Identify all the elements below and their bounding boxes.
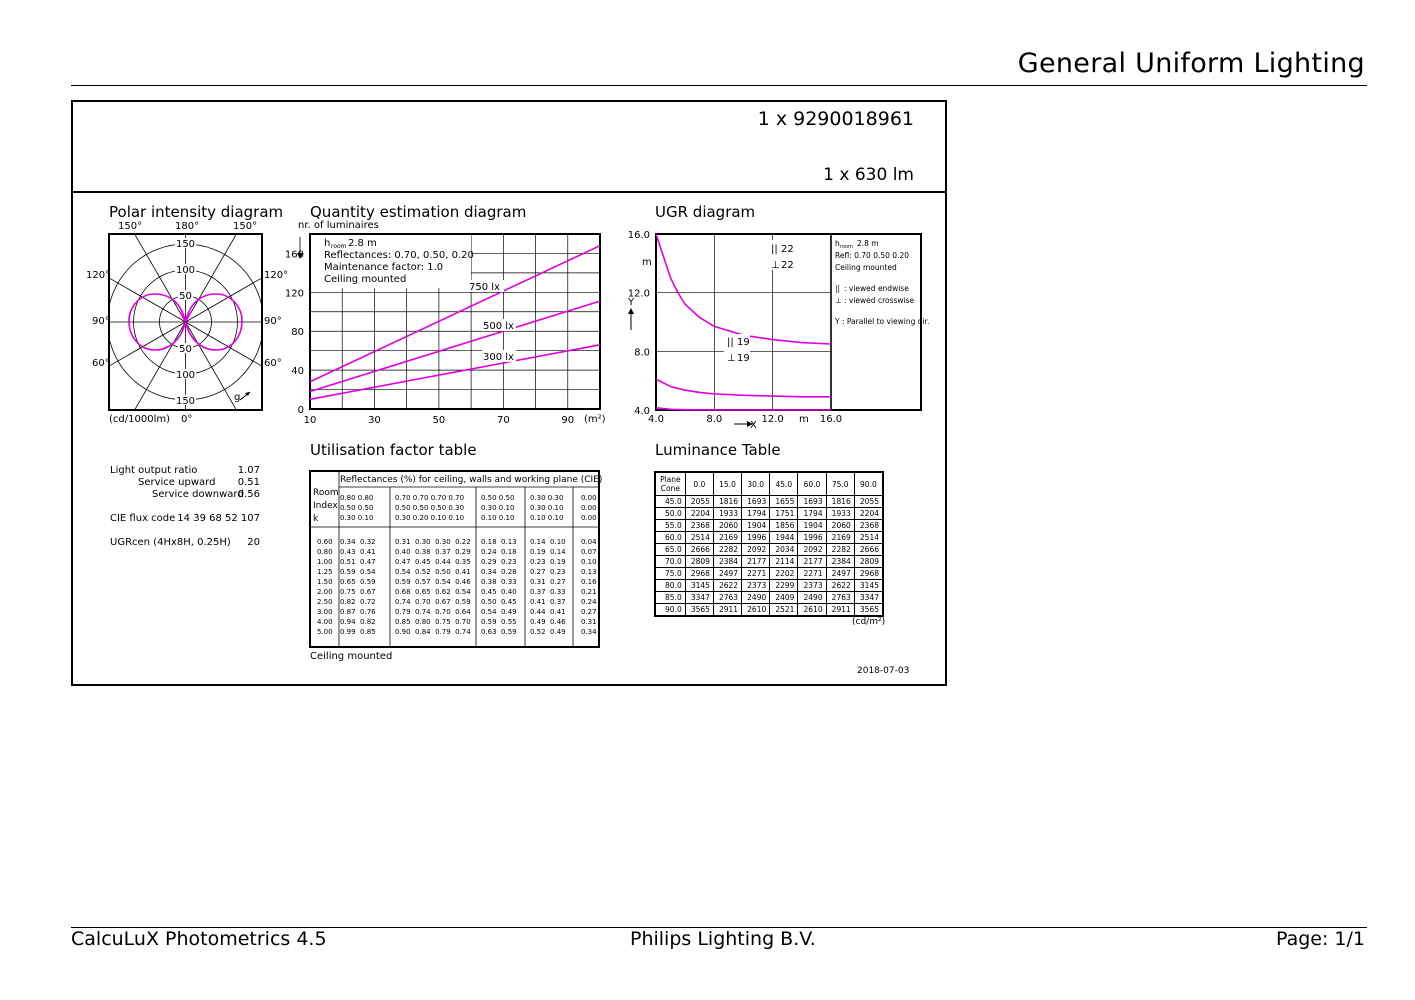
quantity-x-tick: 10 [303, 415, 317, 426]
lum-cell: 2169 [826, 532, 854, 544]
uf-cell: 0.31 0.27 [530, 578, 566, 586]
lum-cell: 2060 [713, 520, 741, 532]
uf-room-index: 1.25 [317, 568, 333, 576]
uf-cell: 0.34 0.28 [481, 568, 517, 576]
uf-reflectance-cell: 0.30 0.10 [340, 514, 374, 522]
uf-header: Reflectances (%) for ceiling, walls and working plane (CIE) [340, 475, 603, 485]
lum-col-header: 30.0 [742, 473, 770, 496]
quantity-series-label: 300 lx [483, 352, 514, 363]
ugr-legend: : viewed endwise [844, 284, 909, 293]
footer-page: Page: 1/1 [1275, 928, 1365, 950]
lum-cell: 2384 [713, 556, 741, 568]
uf-cell: 0.44 0.41 [530, 608, 566, 616]
lum-cell: 2968 [685, 568, 713, 580]
lum-cell: 2809 [685, 556, 713, 568]
polar-right-label: 90° [264, 316, 282, 327]
lum-cell: 2114 [770, 556, 798, 568]
uf-cell: 0.41 0.37 [530, 598, 566, 606]
lum-cell: 2610 [742, 604, 770, 616]
ugr-label: 19 [737, 337, 750, 348]
lum-cell: 2169 [713, 532, 741, 544]
ugr-y-tick: 12.0 [627, 288, 650, 300]
lum-cell: 2666 [854, 544, 882, 556]
uf-cell: 0.63 0.59 [481, 628, 517, 636]
quantity-series-line [310, 301, 600, 391]
uf-cell: 0.29 0.23 [481, 558, 517, 566]
header-rule [71, 85, 1367, 86]
lum-cell: 2092 [798, 544, 826, 556]
polar-right-label: 60° [264, 358, 282, 369]
lum-col-header: 15.0 [713, 473, 741, 496]
uf-cell: 0.31 0.30 0.30 0.22 [395, 538, 471, 546]
lum-col-header: 60.0 [798, 473, 826, 496]
ugr-legend: : viewed crosswise [844, 296, 915, 305]
uf-room-label: Index [313, 501, 338, 511]
quantity-x-tick: 90 [561, 415, 575, 426]
uf-cell: 0.34 [581, 628, 597, 636]
lum-cell: 1794 [798, 508, 826, 520]
uf-table [309, 470, 603, 648]
uf-cell: 0.23 0.19 [530, 558, 566, 566]
uf-cell: 0.49 0.46 [530, 618, 566, 626]
uf-room-label: Room [313, 488, 339, 498]
polar-top-label: 180° [175, 221, 200, 232]
ugr-y-tick: 16.0 [627, 230, 650, 241]
stats-block [110, 465, 260, 549]
uf-cell: 0.99 0.85 [340, 628, 376, 636]
uf-cell: 0.07 [581, 548, 597, 556]
lum-cell: 2490 [742, 592, 770, 604]
footer-software: CalcuLuX Photometrics 4.5 [71, 928, 327, 950]
lum-cell: 2514 [854, 532, 882, 544]
uf-cell: 0.04 [581, 538, 597, 546]
uf-cell: 0.38 0.33 [481, 578, 517, 586]
uf-room-index: 1.50 [317, 578, 333, 586]
ugr-legend: 2.8 m [857, 239, 879, 248]
lum-cell: 70.0 [656, 556, 685, 568]
uf-cell: 0.40 0.38 0.37 0.29 [395, 548, 471, 556]
uf-room-index: 4.00 [317, 618, 333, 626]
lum-col-header: 0.0 [685, 473, 713, 496]
ugr-label: 19 [737, 353, 750, 364]
lum-cell: 2282 [826, 544, 854, 556]
uf-cell: 0.52 0.49 [530, 628, 566, 636]
product-flux: 1 x 630 lm [823, 165, 914, 185]
lum-cell: 65.0 [656, 544, 685, 556]
uf-cell: 0.14 0.10 [530, 538, 566, 546]
svg-text:⊥: ⊥ [727, 353, 736, 364]
polar-radial-label: 50 [179, 291, 192, 302]
lum-cell: 2271 [742, 568, 770, 580]
lum-cell: 2373 [742, 580, 770, 592]
lum-cell: 3347 [854, 592, 882, 604]
stat-label: Service upward [138, 477, 216, 488]
ugr-x-unit: m [799, 414, 809, 425]
lum-cell: 50.0 [656, 508, 685, 520]
uf-reflectance-cell: 0.30 0.10 [481, 504, 515, 512]
report-date: 2018-07-03 [857, 666, 910, 676]
svg-text:||: || [835, 284, 841, 293]
ugr-series-line [656, 408, 831, 410]
lum-row [656, 520, 882, 532]
uf-cell: 0.51 0.47 [340, 558, 376, 566]
lum-row [656, 604, 882, 616]
polar-radial-label: 100 [175, 265, 196, 276]
lum-cell: 2490 [798, 592, 826, 604]
uf-cell: 0.13 [581, 568, 597, 576]
uf-reflectance-cell: 0.00 [581, 504, 597, 512]
ugr-y-tick: 8.0 [634, 347, 650, 359]
lum-cell: 2204 [854, 508, 882, 520]
uf-reflectance-cell: 0.50 0.50 0.50 0.30 [395, 504, 465, 512]
polar-radial-label: 50 [179, 344, 192, 355]
uf-reflectance-cell: 0.80 0.80 [340, 494, 374, 502]
uf-reflectance-cell: 0.70 0.70 0.70 0.70 [395, 494, 465, 502]
lum-cell: 2204 [685, 508, 713, 520]
uf-room-index: 2.00 [317, 588, 333, 596]
stat-value: 1.07 [237, 465, 260, 476]
lum-cell: 2622 [713, 580, 741, 592]
uf-cell: 0.59 0.54 [340, 568, 376, 576]
svg-text:||: || [727, 337, 734, 348]
lum-cell: 2497 [713, 568, 741, 580]
polar-top-label: 150° [233, 221, 258, 232]
lum-cell: 2384 [826, 556, 854, 568]
polar-bottom-angle: 0° [181, 414, 193, 425]
lum-cell: 1751 [770, 508, 798, 520]
uf-cell: 0.47 0.45 0.44 0.35 [395, 558, 471, 566]
uf-cell: 0.87 0.76 [340, 608, 376, 616]
polar-radial-label: 150 [175, 239, 196, 250]
lum-cell: 3145 [685, 580, 713, 592]
uf-cell: 0.34 0.32 [340, 538, 376, 546]
quantity-x-tick: 30 [368, 415, 381, 426]
uf-cell: 0.21 [581, 588, 597, 596]
quantity-series-label: 500 lx [483, 321, 514, 332]
uf-cell: 0.16 [581, 578, 597, 586]
ugr-legend-sub: room [840, 244, 853, 250]
lum-cell: 1996 [742, 532, 770, 544]
stat-value: 0.51 [237, 477, 260, 488]
lum-cell: 1693 [798, 496, 826, 508]
ugr-x-tick: 4.0 [648, 414, 664, 425]
lum-cell: 2299 [770, 580, 798, 592]
stat-label: UGRcen (4Hx8H, 0.25H) [110, 537, 231, 548]
lum-cell: 2373 [798, 580, 826, 592]
lum-cell: 1856 [770, 520, 798, 532]
stat-label: CIE flux code [110, 513, 176, 524]
uf-cell: 0.27 [581, 608, 597, 616]
lum-cell: 80.0 [656, 580, 685, 592]
uf-footer: Ceiling mounted [310, 651, 393, 662]
uf-cell: 0.54 0.52 0.50 0.41 [395, 568, 471, 576]
lum-row [656, 508, 882, 520]
footer-company: Philips Lighting B.V. [630, 928, 816, 950]
lum-cell: 3565 [854, 604, 882, 616]
lum-cell: 2497 [826, 568, 854, 580]
lum-cell: 90.0 [656, 604, 685, 616]
quantity-info-line: 2.8 m [348, 238, 377, 249]
lum-cell: 1933 [826, 508, 854, 520]
stat-value: 0.56 [237, 489, 260, 500]
svg-text:||: || [771, 244, 778, 255]
ugr-y-tick: 4.0 [634, 406, 650, 417]
quantity-h-sub: room [331, 243, 347, 250]
polar-unit: (cd/1000lm) [109, 414, 170, 425]
stat-value: 20 [247, 537, 260, 548]
ugr-legend-h: h [835, 239, 840, 248]
uf-cell: 0.94 0.82 [340, 618, 376, 626]
uf-cell: 0.24 [581, 598, 597, 606]
polar-diagram [80, 218, 300, 428]
polar-top-label: 150° [118, 221, 143, 232]
polar-left-label: 120° [86, 270, 111, 281]
quantity-h-label: h [324, 238, 331, 249]
lum-row [656, 592, 882, 604]
uf-cell: 0.79 0.74 0.70 0.64 [395, 608, 471, 616]
lum-cell: 3347 [685, 592, 713, 604]
lum-cell: 2055 [854, 496, 882, 508]
uf-room-index: 5.00 [317, 628, 333, 636]
uf-room-index: 2.50 [317, 598, 333, 606]
quantity-y-tick: 120 [284, 288, 304, 300]
lum-cell: 2202 [770, 568, 798, 580]
ugr-legend: Ceiling mounted [835, 263, 897, 272]
uf-reflectance-cell: 0.00 [581, 514, 597, 522]
lum-cell: 1904 [742, 520, 770, 532]
uf-reflectance-cell: 0.50 0.50 [340, 504, 374, 512]
ugr-label: 22 [781, 244, 794, 255]
quantity-y-tick: 0 [297, 405, 304, 416]
uf-cell: 0.31 [581, 618, 597, 626]
polar-radial-label: 150 [175, 396, 196, 407]
polar-right-label: 120° [264, 270, 289, 281]
uf-reflectance-cell: 0.50 0.50 [481, 494, 515, 502]
lum-cell: 2092 [742, 544, 770, 556]
ugr-x-tick: 12.0 [761, 414, 784, 425]
lum-cell: 2666 [685, 544, 713, 556]
lum-cell: 1693 [742, 496, 770, 508]
uf-cell: 0.59 0.57 0.54 0.46 [395, 578, 471, 586]
lum-cell: 2271 [798, 568, 826, 580]
lum-cell: 1904 [798, 520, 826, 532]
product-code: 1 x 9290018961 [757, 108, 914, 130]
ugr-y-unit: m [642, 257, 652, 268]
uf-cell: 0.54 0.49 [481, 608, 517, 616]
lum-row [656, 496, 882, 508]
quantity-x-tick: 50 [432, 415, 446, 426]
quantity-chart [280, 232, 610, 432]
lum-cell: 2968 [854, 568, 882, 580]
uf-room-index: 3.00 [317, 608, 333, 616]
lum-cell: 2177 [798, 556, 826, 568]
quantity-y-tick: 40 [291, 366, 304, 378]
lum-row [656, 568, 882, 580]
polar-left-label: 60° [92, 358, 110, 369]
uf-cell: 0.45 0.40 [481, 588, 517, 596]
polar-radial-label: 100 [175, 370, 196, 381]
svg-text:⊥: ⊥ [835, 296, 842, 305]
ugr-x-tick: 8.0 [706, 414, 723, 425]
lum-cell: 1655 [770, 496, 798, 508]
quantity-info-line: Reflectances: 0.70, 0.50, 0.20 [324, 250, 474, 261]
quantity-x-unit: (m²) [584, 414, 606, 425]
ugr-legend: Refl: 0.70 0.50 0.20 [835, 251, 909, 260]
uf-cell: 0.43 0.41 [340, 548, 376, 556]
quantity-series-line [310, 345, 600, 399]
lum-cell: 1944 [770, 532, 798, 544]
uf-cell: 0.50 0.45 [481, 598, 517, 606]
lum-cell: 2060 [826, 520, 854, 532]
uf-room-index: 0.80 [317, 548, 333, 556]
lum-cell: 2911 [713, 604, 741, 616]
uf-cell: 0.75 0.67 [340, 588, 376, 596]
quantity-title: Quantity estimation diagram [310, 203, 527, 221]
lum-cell: 2282 [713, 544, 741, 556]
lum-cell: 2622 [826, 580, 854, 592]
quantity-series-label: 750 lx [469, 282, 500, 293]
quantity-y-tick: 80 [291, 327, 304, 339]
uf-reflectance-cell: 0.00 [581, 494, 597, 502]
uf-reflectance-cell: 0.30 0.30 [530, 494, 564, 502]
quantity-y-tick: 160 [284, 249, 304, 261]
lum-cell: 1794 [742, 508, 770, 520]
uf-room-index: 0.60 [317, 538, 333, 546]
lum-corner: Plane [660, 475, 681, 484]
frame-divider [71, 191, 947, 193]
uf-cell: 0.19 0.14 [530, 548, 566, 556]
luminance-table [654, 471, 884, 617]
lum-cell: 2763 [713, 592, 741, 604]
stat-label: Service downward [152, 489, 244, 500]
uf-cell: 0.24 0.18 [481, 548, 517, 556]
uf-cell: 0.68 0.65 0.62 0.54 [395, 588, 471, 596]
uf-room-label: k [313, 514, 319, 524]
lum-cell: 2368 [854, 520, 882, 532]
lum-cell: 85.0 [656, 592, 685, 604]
uf-room-index: 1.00 [317, 558, 333, 566]
uf-reflectance-cell: 0.10 0.10 [530, 514, 564, 522]
lum-corner: Cone [660, 484, 680, 493]
lum-cell: 2763 [826, 592, 854, 604]
lum-title: Luminance Table [655, 441, 781, 459]
lum-cell: 2809 [854, 556, 882, 568]
uf-cell: 0.65 0.59 [340, 578, 376, 586]
lum-cell: 60.0 [656, 532, 685, 544]
svg-text:⊥: ⊥ [771, 260, 780, 271]
uf-reflectance-cell: 0.30 0.10 [530, 504, 564, 512]
quantity-info-line: Maintenance factor: 1.0 [324, 262, 444, 273]
ugr-series-line [656, 234, 831, 344]
lum-row [656, 580, 882, 592]
lum-cell: 45.0 [656, 496, 685, 508]
polar-title: Polar intensity diagram [109, 203, 284, 221]
lum-cell: 75.0 [656, 568, 685, 580]
uf-cell: 0.27 0.23 [530, 568, 566, 576]
lum-cell: 3565 [685, 604, 713, 616]
uf-cell: 0.90 0.84 0.79 0.74 [395, 628, 471, 636]
lum-row [656, 532, 882, 544]
polar-left-label: 90° [92, 316, 110, 327]
lum-cell: 2368 [685, 520, 713, 532]
uf-cell: 0.59 0.55 [481, 618, 517, 626]
quantity-x-tick: 70 [496, 415, 510, 426]
lum-row [656, 544, 882, 556]
lum-cell: 1933 [713, 508, 741, 520]
ugr-label: 22 [781, 260, 794, 271]
quantity-info-line: Ceiling mounted [324, 274, 407, 285]
lum-cell: 2055 [685, 496, 713, 508]
stat-value: 14 39 68 52 107 [177, 513, 260, 524]
lum-cell: 2610 [798, 604, 826, 616]
uf-reflectance-cell: 0.10 0.10 [481, 514, 515, 522]
uf-cell: 0.18 0.13 [481, 538, 517, 546]
ugr-chart [620, 225, 930, 435]
uf-cell: 0.85 0.80 0.75 0.70 [395, 618, 471, 626]
uf-cell: 0.82 0.72 [340, 598, 376, 606]
lum-col-header: 45.0 [770, 473, 798, 496]
uf-reflectance-cell: 0.30 0.20 0.10 0.10 [395, 514, 465, 522]
lum-cell: 3145 [854, 580, 882, 592]
lum-row [656, 556, 882, 568]
uf-cell: 0.10 [581, 558, 597, 566]
lum-cell: 1816 [713, 496, 741, 508]
polar-gamma-label: g [234, 392, 241, 403]
page-title: General Uniform Lighting [1017, 48, 1365, 79]
uf-cell: 0.37 0.33 [530, 588, 566, 596]
lum-col-header: 90.0 [860, 479, 877, 489]
quantity-ylabel: nr. of luminaires [298, 220, 379, 231]
ugr-x-axis: X [750, 420, 757, 431]
lum-cell: 2911 [826, 604, 854, 616]
lum-cell: 1996 [798, 532, 826, 544]
lum-cell: 2521 [770, 604, 798, 616]
lum-cell: 1816 [826, 496, 854, 508]
lum-cell: 2034 [770, 544, 798, 556]
ugr-legend: Y : Parallel to viewing dir. [835, 317, 930, 326]
uf-title: Utilisation factor table [310, 441, 477, 459]
uf-cell: 0.74 0.70 0.67 0.59 [395, 598, 471, 606]
lum-cell: 2514 [685, 532, 713, 544]
ugr-x-tick: 16.0 [819, 414, 843, 425]
lum-col-header: 75.0 [826, 473, 854, 496]
ugr-y-axis: Y [628, 297, 635, 308]
lum-cell: 55.0 [656, 520, 685, 532]
lum-cell: 2409 [770, 592, 798, 604]
lum-unit: (cd/m²) [852, 617, 886, 627]
ugr-title: UGR diagram [655, 203, 756, 221]
stat-label: Light output ratio [110, 465, 198, 476]
lum-cell: 2177 [742, 556, 770, 568]
ugr-series-line [656, 379, 831, 397]
